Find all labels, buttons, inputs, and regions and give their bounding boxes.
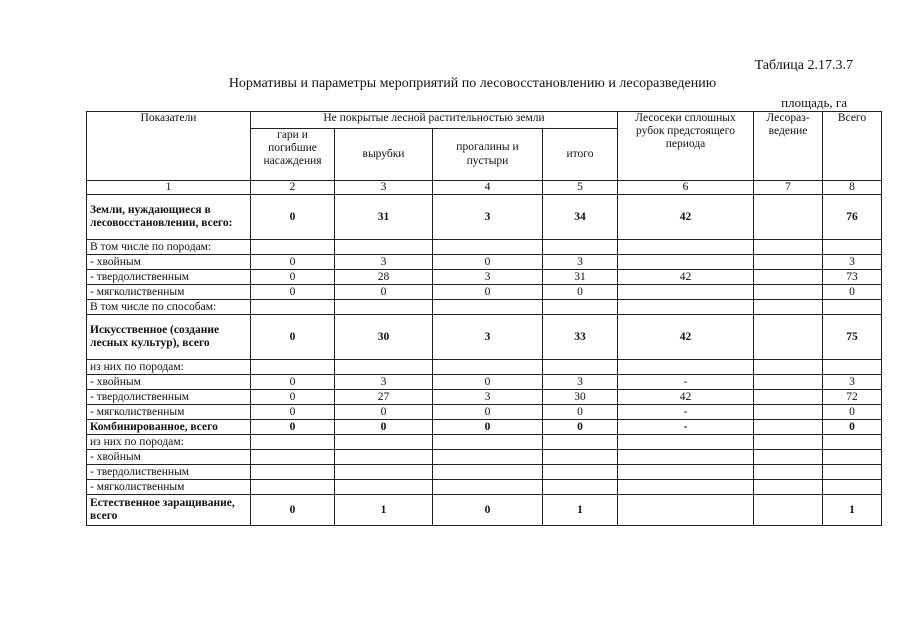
table-cell (618, 480, 754, 495)
table-cell: 0 (823, 285, 882, 300)
table-cell (433, 360, 543, 375)
row-label: - мягколиственным (87, 405, 251, 420)
table-cell: 0 (433, 495, 543, 526)
table-cell (433, 465, 543, 480)
table-cell: 0 (543, 405, 618, 420)
table-row (87, 405, 882, 420)
table-cell (335, 435, 433, 450)
table-cell (823, 435, 882, 450)
table-cell (618, 360, 754, 375)
document-title: Нормативы и параметры мероприятий по лесовосстановлению и лесоразведению (228, 76, 717, 91)
col-number: 1 (87, 181, 251, 195)
table-cell: - (618, 375, 754, 390)
table-cell: 0 (251, 495, 335, 526)
row-label: - твердолиственным (87, 465, 251, 480)
col-number: 7 (754, 181, 823, 195)
table-cell (251, 450, 335, 465)
table-cell: 1 (823, 495, 882, 526)
table-cell (754, 360, 823, 375)
table-cell (754, 495, 823, 526)
column-number-row (87, 181, 882, 195)
table-cell (251, 240, 335, 255)
header-indicators: Показатели (87, 112, 251, 181)
forest-restoration-table (86, 111, 882, 526)
table-cell: 3 (433, 390, 543, 405)
table-row (87, 420, 882, 435)
table-cell (618, 255, 754, 270)
table-cell: 3 (543, 375, 618, 390)
table-cell: 1 (335, 495, 433, 526)
table-cell (823, 300, 882, 315)
table-cell: 0 (335, 405, 433, 420)
table-cell: 3 (433, 270, 543, 285)
table-cell (754, 300, 823, 315)
table-cell (754, 420, 823, 435)
header-glades: прогалины и пустыри (433, 129, 543, 181)
table-cell: 0 (251, 270, 335, 285)
table-row (87, 255, 882, 270)
table-cell (251, 480, 335, 495)
table-cell: 0 (251, 255, 335, 270)
row-label: Комбинированное, всего (87, 420, 251, 435)
row-label: - хвойным (87, 450, 251, 465)
table-cell: 28 (335, 270, 433, 285)
table-cell (433, 480, 543, 495)
table-row (87, 360, 882, 375)
table-cell (618, 450, 754, 465)
table-row (87, 450, 882, 465)
row-label: Искусственное (создание лесных культур), всего (87, 315, 251, 360)
table-cell (543, 450, 618, 465)
table-cell (754, 465, 823, 480)
header-afforestation: Лесораз-ведение (754, 112, 823, 181)
table-cell (754, 195, 823, 240)
table-cell: 0 (543, 285, 618, 300)
table-cell (823, 450, 882, 465)
table-cell: 0 (251, 285, 335, 300)
table-cell (251, 435, 335, 450)
row-label: В том числе по способам: (87, 300, 251, 315)
table-cell (754, 480, 823, 495)
table-cell (754, 435, 823, 450)
header-felling-sites: Лесосеки сплошных рубок предстоящего периода (618, 112, 754, 181)
header-total: Всего (823, 112, 882, 181)
table-cell (543, 240, 618, 255)
table-cell (823, 465, 882, 480)
table-cell (754, 285, 823, 300)
table-row (87, 240, 882, 255)
table-cell: 0 (433, 375, 543, 390)
table-row (87, 375, 882, 390)
table-cell (335, 465, 433, 480)
table-cell: 0 (823, 420, 882, 435)
table-cell: 0 (433, 405, 543, 420)
table-cell: 3 (335, 255, 433, 270)
table-cell: 76 (823, 195, 882, 240)
table-cell: 27 (335, 390, 433, 405)
row-label: Естественное заращивание, всего (87, 495, 251, 526)
table-cell: 72 (823, 390, 882, 405)
table-cell (543, 480, 618, 495)
table-cell: 30 (335, 315, 433, 360)
table-cell (335, 480, 433, 495)
table-cell (618, 300, 754, 315)
row-label: - хвойным (87, 375, 251, 390)
table-cell: 0 (433, 255, 543, 270)
header-burns: гари и погибшие насаждения (251, 129, 335, 181)
table-cell: 0 (251, 315, 335, 360)
row-label: из них по породам: (87, 435, 251, 450)
table-row (87, 315, 882, 360)
header-cuttings: вырубки (335, 129, 433, 181)
table-cell (335, 300, 433, 315)
table-cell (754, 255, 823, 270)
table-cell: 31 (543, 270, 618, 285)
table-cell (618, 465, 754, 480)
col-number: 4 (433, 181, 543, 195)
col-number: 8 (823, 181, 882, 195)
table-cell (754, 375, 823, 390)
table-cell (433, 435, 543, 450)
table-cell: 0 (823, 405, 882, 420)
table-cell: 34 (543, 195, 618, 240)
table-cell (754, 450, 823, 465)
table-cell: - (618, 405, 754, 420)
table-cell: 0 (433, 420, 543, 435)
table-cell (823, 480, 882, 495)
table-row (87, 270, 882, 285)
table-cell: 3 (335, 375, 433, 390)
table-cell (754, 405, 823, 420)
col-number: 3 (335, 181, 433, 195)
table-cell: 42 (618, 270, 754, 285)
table-cell (618, 435, 754, 450)
table-cell: 0 (251, 375, 335, 390)
table-row (87, 465, 882, 480)
row-label: - твердолиственным (87, 390, 251, 405)
table-cell (433, 240, 543, 255)
table-number: Таблица 2.17.3.7 (754, 58, 853, 73)
table-cell (543, 360, 618, 375)
table-cell (433, 450, 543, 465)
table-cell: 0 (251, 195, 335, 240)
table-cell (251, 465, 335, 480)
table-cell (335, 360, 433, 375)
table-cell (618, 240, 754, 255)
table-cell (251, 300, 335, 315)
col-number: 2 (251, 181, 335, 195)
table-cell: 0 (335, 285, 433, 300)
table-cell: - (618, 420, 754, 435)
table-cell (251, 360, 335, 375)
table-cell (433, 300, 543, 315)
table-row (87, 480, 882, 495)
row-label: из них по породам: (87, 360, 251, 375)
table-cell: 73 (823, 270, 882, 285)
table-cell: 33 (543, 315, 618, 360)
col-number: 6 (618, 181, 754, 195)
header-subtotal: итого (543, 129, 618, 181)
unit-label: площадь, га (781, 95, 847, 110)
table-cell (823, 360, 882, 375)
row-label: - хвойным (87, 255, 251, 270)
table-cell: 3 (823, 255, 882, 270)
table-cell: 3 (433, 195, 543, 240)
table-cell: 42 (618, 195, 754, 240)
table-row (87, 390, 882, 405)
table-row (87, 195, 882, 240)
table-row (87, 495, 882, 526)
table-cell: 0 (251, 405, 335, 420)
table-cell (754, 270, 823, 285)
table-row (87, 285, 882, 300)
table-row (87, 435, 882, 450)
row-label: - мягколиственным (87, 480, 251, 495)
table-cell: 3 (823, 375, 882, 390)
row-label: - мягколиственным (87, 285, 251, 300)
table-row (87, 300, 882, 315)
table-cell: 0 (251, 420, 335, 435)
col-number: 5 (543, 181, 618, 195)
row-label: Земли, нуждающиеся в лесовосстановлении, всего: (87, 195, 251, 240)
table-cell: 0 (335, 420, 433, 435)
table-cell: 0 (251, 390, 335, 405)
row-label: В том числе по породам: (87, 240, 251, 255)
table-cell (335, 240, 433, 255)
table-cell: 3 (543, 255, 618, 270)
table-cell: 1 (543, 495, 618, 526)
table-cell (754, 240, 823, 255)
table-cell: 3 (433, 315, 543, 360)
row-label: - твердолиственным (87, 270, 251, 285)
table-cell: 75 (823, 315, 882, 360)
table-cell (543, 300, 618, 315)
header-not-covered-lands: Не покрытые лесной растительностью земли (251, 112, 618, 129)
table-cell (618, 285, 754, 300)
table-cell: 31 (335, 195, 433, 240)
table-cell (618, 495, 754, 526)
table-cell (823, 240, 882, 255)
table-cell (543, 465, 618, 480)
table-cell: 0 (543, 420, 618, 435)
table-cell: 0 (433, 285, 543, 300)
table-cell: 42 (618, 390, 754, 405)
table-cell (754, 390, 823, 405)
table-cell (754, 315, 823, 360)
table-cell: 42 (618, 315, 754, 360)
table-cell (335, 450, 433, 465)
table-cell (543, 435, 618, 450)
table-cell: 30 (543, 390, 618, 405)
